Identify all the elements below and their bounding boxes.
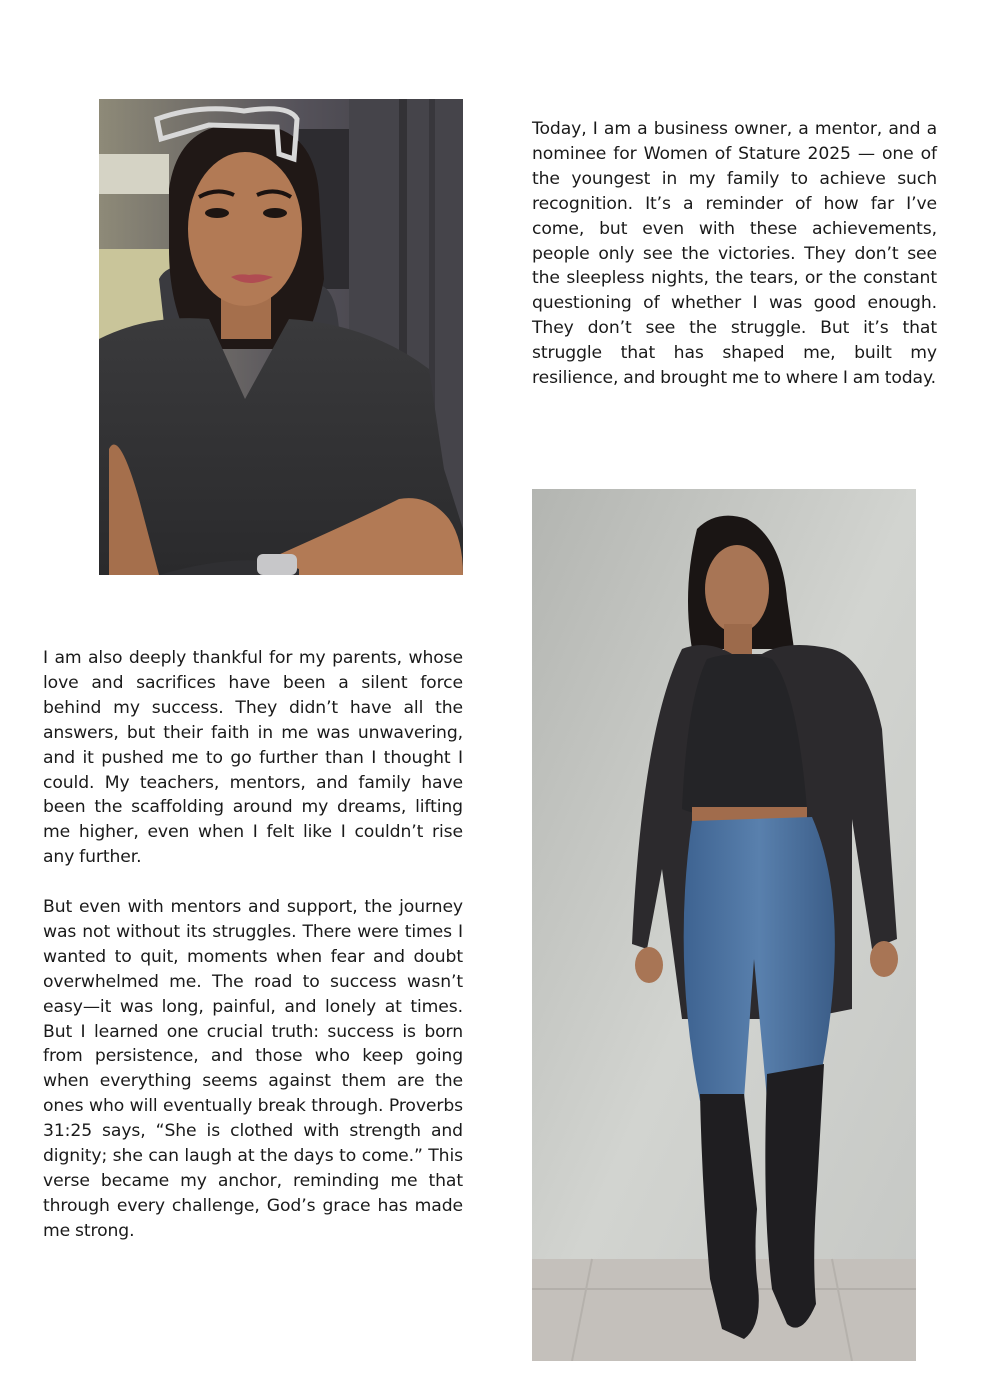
portrait-photo-illustration: [99, 99, 463, 575]
portrait-photo: [99, 99, 463, 575]
left-text-column: [43, 646, 463, 1244]
full-body-photo-illustration: [532, 489, 916, 1361]
paragraph-gratitude: I am also deeply thankful for my parents, whose love and sacrifices have been a silent force behind my success. They didn’t have all the answers, but their faith in me was unwavering, and it pushed me to go further than I thought I could. My teachers, mentors, and family have been the scaffolding around my dreams, lifting me higher, even when I felt like I couldn’t rise any further.: [43, 648, 463, 868]
full-body-photo: [532, 489, 916, 1361]
paragraph-achievements: Today, I am a business owner, a mentor, and a nominee for Women of Stature 2025 — one of the youngest in my family to achieve such recognition. It’s a reminder of how far I’ve come, but even with these achievements, people only see the victories. They don’t see the sleepless nights, the tears, or the constant questioning of whether I was good enough. They don’t see the struggle. But it’s that struggle that has shaped me, built my resilience, and brought me to where I am today.: [532, 119, 937, 389]
intro-text-block: [532, 117, 937, 391]
paragraph-struggles: But even with mentors and support, the journey was not without its struggles. There were times I wanted to quit, moments when fear and doubt overwhelmed me. The road to success wasn’t easy—it was long, painful, and lonely at times. But I learned one crucial truth: success is born from persistence, and those who keep going when everything seems against them are the ones who will eventually break through. Proverbs 31:25 says, “She is clothed with strength and dignity; she can laugh at the days to come.” This verse became my anchor, reminding me that through every challenge, God’s grace has made me strong.: [43, 897, 463, 1241]
